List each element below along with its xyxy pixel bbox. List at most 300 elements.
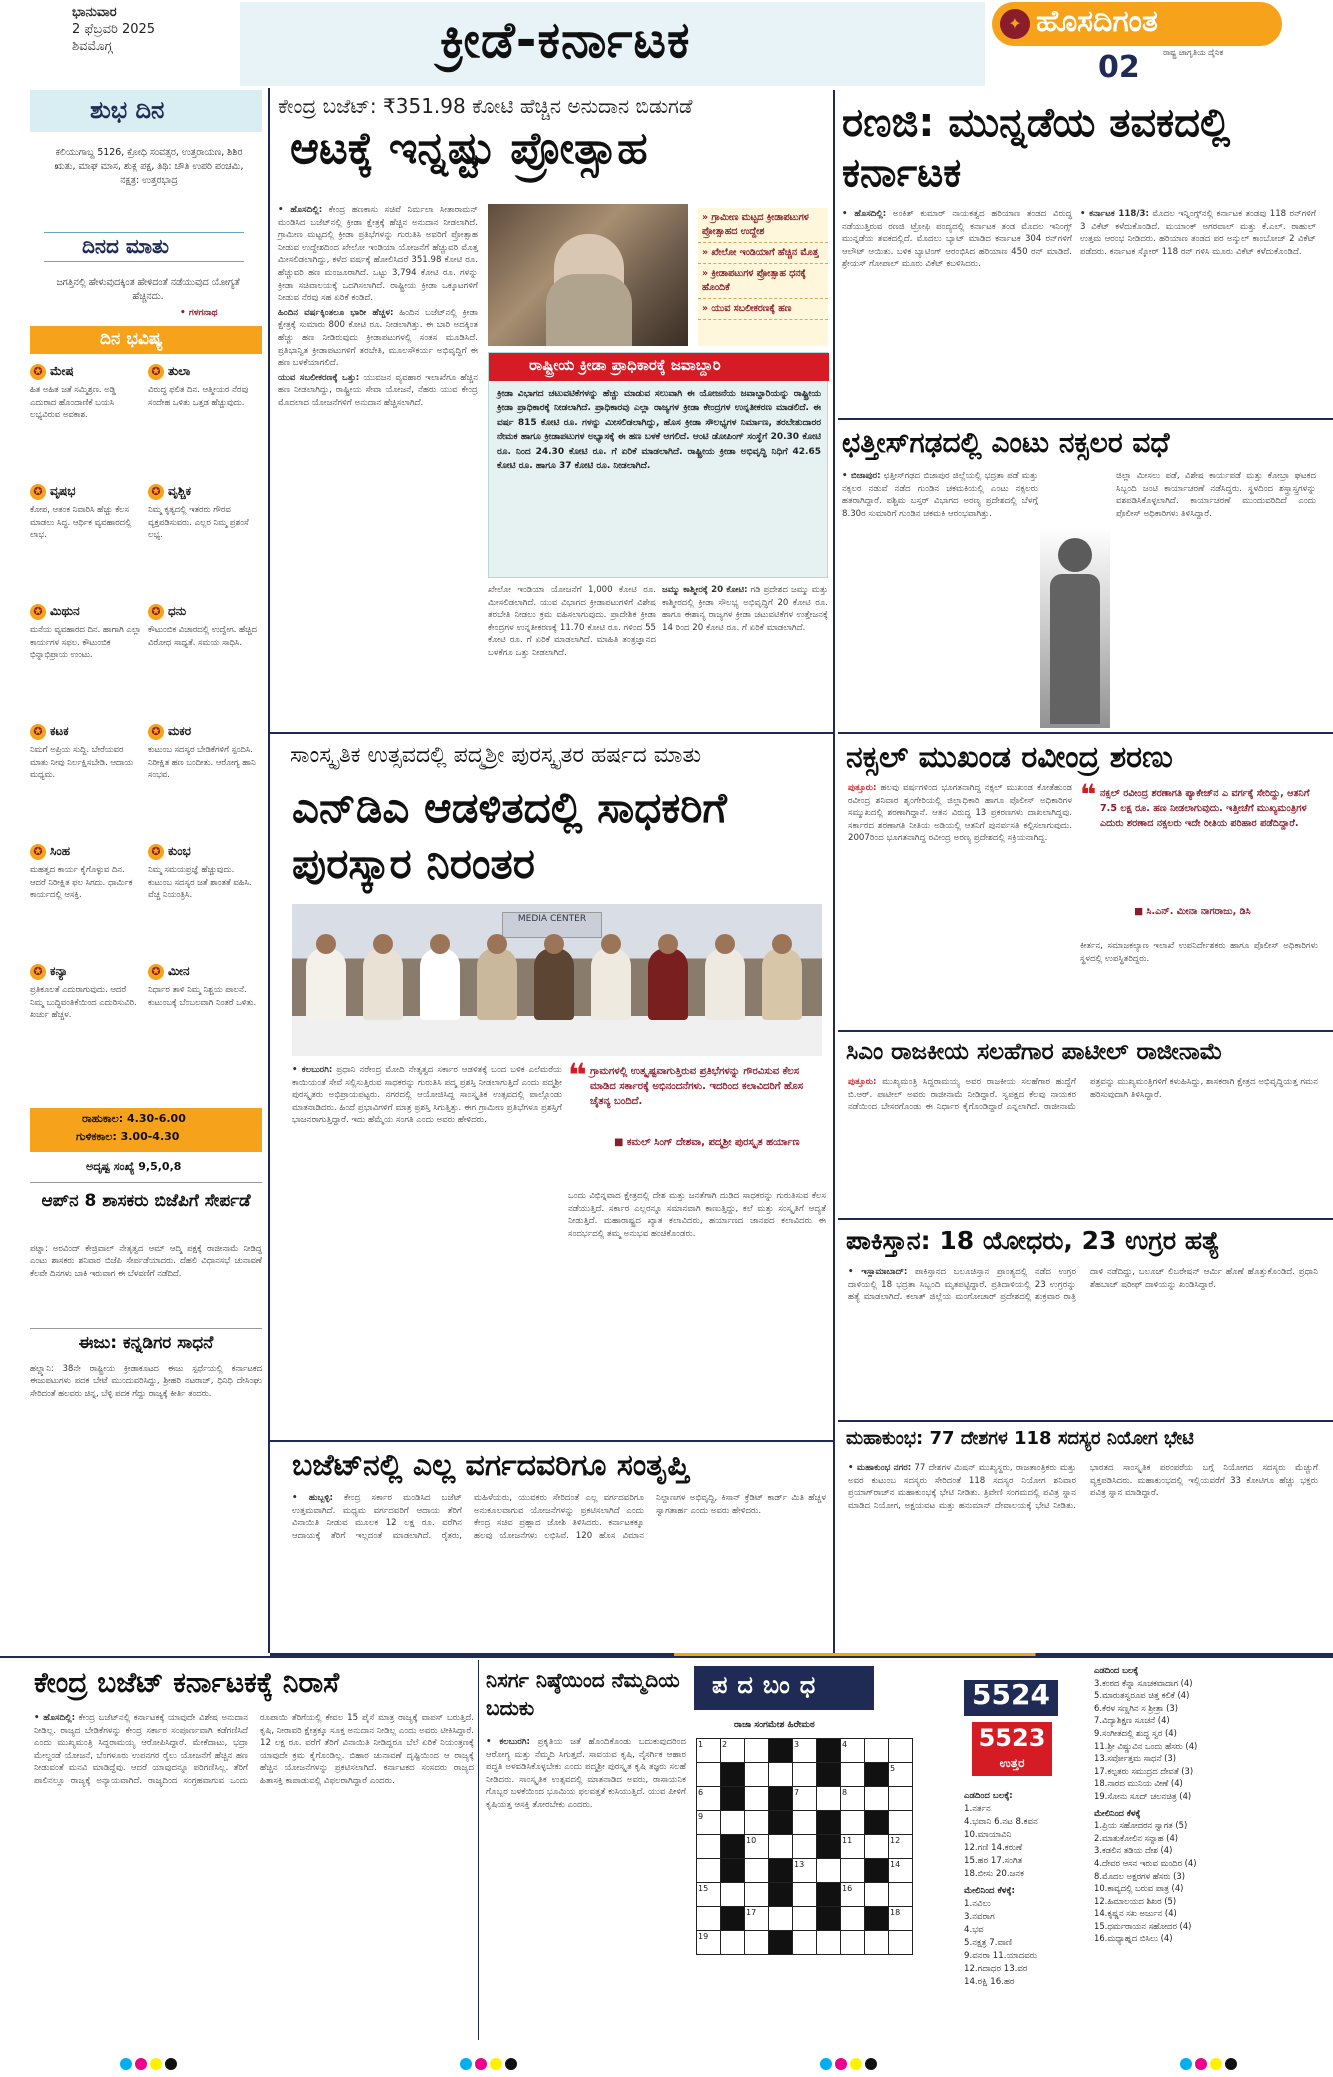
crossword-cell[interactable] [745,1787,769,1811]
crossword-cell[interactable] [889,1787,913,1811]
pakistan-column [848,1266,1318,1304]
crossword-cell[interactable] [697,1763,721,1787]
horoscope-item [148,840,260,901]
date-label: 2 ಫೆಬ್ರವರಿ 2025 [72,22,156,37]
stage-table [292,1016,822,1056]
naxal2-body: ಹಲವು ವರ್ಷಗಳಿಂದ ಭೂಗತನಾಗಿದ್ದ ನಕ್ಸಲ್ ಮುಖಂಡ ಕೋತೆಹುಂಡ ರವೀಂದ್ರ ಶನಿವಾರ ಶೃಂಗೇರಿಯಲ್ಲಿ ಜಿಲ್ಲಾಧಿಕಾರಿ ಹಾಗೂ ಪೊಲೀಸ್ ಅಧಿಕಾರಿಗಳ ಸಮ್ಮುಖದಲ್ಲಿ ಶರಣಾಗಿದ್ದಾನೆ. ಆತನ ವಿರುದ್ಧ 13 ಪ್ರಕರಣಗಳು ದಾಖಲಾಗಿದ್ದವು. ಸರ್ಕಾರದ ಶರಣಾಗತಿ ನೀತಿಯ ಅಡಿಯಲ್ಲಿ ಆತನಿಗೆ ಪುನರ್ವಸತಿ ಕಲ್ಪಿಸಲಾಗುವುದು. 2007ರಿಂದ ಭೂಗತನಾಗಿದ್ದ ರವೀಂದ್ರ ಅರಣ್ಯ ಪ್ರದೇಶದಲ್ಲಿ ಸಕ್ರಿಯನಾಗಿದ್ದ. [848,783,1072,844]
crossword-cell[interactable] [817,1859,841,1883]
crossword-cell[interactable]: 4 [841,1739,865,1763]
awardee-figure [534,948,574,1020]
crossword-cell[interactable]: 8 [841,1787,865,1811]
crossword-cell [817,1739,841,1763]
list-item: 14.ಕೃಷ್ಣನ ಸಖ ಅರ್ಜುನ (4) [1094,1908,1177,1919]
crossword-cell [769,1811,793,1835]
ranji-dateline: • ಹೊಸದಿಲ್ಲಿ: [842,209,887,219]
crossword-cell[interactable] [793,1763,817,1787]
budget-all-headline: ಬಜೆಟ್‌ನಲ್ಲಿ ಎಲ್ಲ ವರ್ಗದವರಿಗೂ ಸಂತೃಪ್ತಿ [292,1448,690,1483]
horoscope-item [30,720,142,781]
ranji-body: ಅಂಕಿತ್ ಕುಮಾರ್ ನಾಯಕತ್ವದ ಹರಿಯಾಣ ತಂಡದ ವಿರುದ್ಧ ನಡೆಯುತ್ತಿರುವ ರಣಜಿ ಟ್ರೋಫಿ ಪಂದ್ಯದಲ್ಲಿ ಕರ್ನಾಟಕ ತಂಡ ಮೊದಲ ಇನಿಂಗ್ಸ್ ಮುನ್ನಡೆಯ ತವಕದಲ್ಲಿದೆ. ಮೊದಲು ಬ್ಯಾಟ್ ಮಾಡಿದ ಕರ್ನಾಟಕ 304 ರನ್‌ಗಳಿಗೆ ಆಲೌಟ್ ಆಯಿತು. ಬಳಿಕ ಬ್ಯಾಟಿಂಗ್ ಆರಂಭಿಸಿದ ಹರಿಯಾಣ 450 ರನ್ ಮಾಡಿದೆ. ಶ್ರೇಯಸ್ ಗೋಪಾಲ್ ಮೂರು ವಿಕೆಟ್ ಕಬಳಿಸಿದರು. [842,209,1072,270]
head-shape [316,934,336,954]
answer-number: 5523 [978,1724,1046,1752]
pakistan-dateline: • ಇಸ್ಲಾಮಾಬಾದ್: [848,1267,908,1277]
rule-cm [838,1030,1333,1032]
list-item: 3.ಕಂಠದ ಕೆನ್ನಾ ಸೂಚಕವಾದಾಗ (4) [1094,1677,1193,1688]
list-item: 8.ಮೊದಲ ಅಕ್ಷರಗಳ ಹೆಸರು (3) [1094,1870,1185,1881]
zodiac-sign-name: ಕಟಕ [50,724,69,738]
naxal-headline: ಛತ್ತೀಸ್‌ಗಢದಲ್ಲಿ ಎಂಟು ನಕ್ಸಲರ ವಧೆ [842,426,1170,459]
brief1-text: ಪಟ್ನಾ: ಅರವಿಂದ್ ಕೇಜ್ರಿವಾಲ್ ನೇತೃತ್ವದ ಆಮ್ ಆದ್ಮಿ ಪಕ್ಷಕ್ಕೆ ರಾಜೀನಾಮೆ ನೀಡಿದ್ದ ಎಂಟು ಶಾಸಕರು ಶನಿವಾರ ಬಿಜೆಪಿ ಸೇರ್ಪಡೆಯಾದರು. ದೆಹಲಿ ವಿಧಾನಸಭೆ ಚುನಾವಣೆ ಕೆಲವೇ ದಿನಗಳು ಬಾಕಿ ಇರುವಾಗ ಈ ಬೆಳವಣಿಗೆ ನಡೆದಿದೆ. [30,1243,262,1278]
kumbh-dateline: • ಮಹಾಕುಂಭ ನಗರ: [848,1463,912,1473]
nature-body: ಪ್ರಕೃತಿಯ ಜತೆ ಹೊಂದಿಕೊಂಡು ಬದುಕುವುದರಿಂದ ಆರೋಗ್ಯ ಮತ್ತು ನೆಮ್ಮದಿ ಸಿಗುತ್ತದೆ. ಸಾವಯವ ಕೃಷಿ, ನೈಸರ್ಗಿಕ ಆಹಾರ ಪದ್ಧತಿ ಅಳವಡಿಸಿಕೊಳ್ಳಬೇಕು ಎಂದು ಪದ್ಮಶ್ರೀ ಪುರಸ್ಕೃತ ಕೃಷಿ ತಜ್ಞರು ಸಲಹೆ ನೀಡಿದರು. ಸಾಂಸ್ಕೃತಿಕ ಉತ್ಸವದಲ್ಲಿ ಮಾತನಾಡಿದ ಅವರು, ರಾಸಾಯನಿಕ ಗೊಬ್ಬರ ಬಳಕೆಯಿಂದ ಭೂಮಿಯ ಫಲವತ್ತತೆ ಕುಸಿಯುತ್ತಿದೆ. ಯುವ ಪೀಳಿಗೆ ಕೃಷಿಯತ್ತ ಆಸಕ್ತಿ ತೋರಬೇಕು ಎಂದರು. [486,1737,686,1810]
crossword-cell[interactable] [745,1931,769,1955]
clues-down-list [1094,1819,1324,1945]
nature-dateline: • ಕಲಬುರಗಿ: [486,1737,530,1747]
registration-dot [135,2058,147,2070]
zodiac-icon: ✪ [148,964,164,980]
lead-column-2 [488,584,656,660]
list-item: 12.ಗದಾಧರ 13.ವರ [964,1964,1028,1974]
horoscope-item [30,960,142,1021]
horoscope-grid [30,360,262,1080]
zodiac-icon: ✪ [148,724,164,740]
registration-dot [120,2058,132,2070]
crossword-cell[interactable] [841,1931,865,1955]
crossword-block [694,1664,964,2044]
crossword-cell[interactable] [697,1907,721,1931]
naxal2-dateline: ಪುತ್ತೂರು: [848,783,877,793]
crossword-cell[interactable]: 7 [793,1787,817,1811]
padma-dateline: • ಕಲಬುರಗಿ: [292,1065,333,1075]
crossword-cell[interactable] [817,1931,841,1955]
quote-mark-icon: ❝ [1080,778,1097,811]
body-shape [1050,574,1100,724]
list-item: 10.ಮಾಯಾವಿನಿ [964,1830,1012,1840]
zodiac-prediction: ಹಿತ ಅಹಿತ ಜತೆ ಸಮ್ಮಿಶ್ರಣ. ಅಡ್ಡಿ ಎದುರಾದ ಹೊಂದಾಣಿಕೆ ಬಯಸಿ ಲಭ್ಯವಿರುವ ಅವಕಾಶ. [30,384,116,420]
sidebar-divider-1 [30,1182,262,1183]
crossword-grid[interactable] [696,1738,913,1955]
quote-text: ಜಗತ್ತಿನಲ್ಲಿ ಹೇಳುವುದಕ್ಕಿಂತ ಹೇಳಿದಂತೆ ನಡೆಯುವುದ ಯೋಗ್ಯತೆ ಹೆಚ್ಚಿನದು. [56,277,240,302]
crossword-title: ಪದಬಂಧ [712,1671,826,1699]
highlight-item: » ಯುವ ಸಬಲೀಕರಣಕ್ಕೆ ಹಣ [698,299,828,320]
section-title: ಕ್ರೀಡೆ-ಕರ್ನಾಟಕ [440,11,691,69]
registration-dot [820,2058,832,2070]
head-shape [373,934,393,954]
registration-dot [1180,2058,1192,2070]
padma-kicker: ಸಾಂಸ್ಕೃತಿಕ ಉತ್ಸವದಲ್ಲಿ ಪದ್ಮಶ್ರೀ ಪುರಸ್ಕೃತರ ಹರ್ಷದ ಮಾತು [290,743,702,768]
naxal2-column-2 [1080,940,1318,965]
clues-across-list [1094,1677,1324,1803]
list-item: 18.ನಾರದ ಮುನಿಯ ವೀಣೆ (4) [1094,1778,1183,1789]
awardee-figure [705,948,745,1020]
rule-mid [833,90,835,1655]
authority-body: ಕ್ರೀಡಾ ವಿಭಾಗದ ಚಟುವಟಿಕೆಗಳನ್ನು ಹೆಚ್ಚು ಮಾಡುವ ಸಲುವಾಗಿ ಈ ಯೋಜನೆಯ ಜವಾಬ್ದಾರಿಯನ್ನು ರಾಷ್ಟ್ರೀಯ ಕ್ರೀಡಾ ಪ್ರಾಧಿಕಾರಕ್ಕೆ ನೀಡಲಾಗಿದೆ. ಪ್ರಾಧಿಕಾರವು ಎಲ್ಲಾ ರಾಜ್ಯಗಳ ಕ್ರೀಡಾ ಕೇಂದ್ರಗಳ ಉನ್ನತೀಕರಣ ಮಾಡಲಿದೆ. ಈ ವರ್ಷ 815 ಕೋಟಿ ರೂ. ಗಳನ್ನು ಮೀಸಲಿಡಲಾಗಿದ್ದು, ಹೊಸ ಕ್ರೀಡಾ ಸೌಲಭ್ಯಗಳ ನಿರ್ಮಾಣ, ತರಬೇತುದಾರರ ನೇಮಕ ಹಾಗೂ ಕ್ರೀಡಾಪಟುಗಳ ಅಭ್ಯಾಸಕ್ಕೆ ಈ ಹಣ ಬಳಕೆ ಆಗಲಿದೆ. ಆಂಟಿ ಡೋಪಿಂಗ್ ಸಂಸ್ಥೆಗೆ 20.30 ಕೋಟಿ ರೂ. ನಿಂದ 24.30 ಕೋಟಿ ರೂ. ಗೆ ಏರಿಕೆ ಮಾಡಲಾಗಿದೆ. ರಾಷ್ಟ್ರೀಯ ಕ್ರೀಡಾ ಅಭಿವೃದ್ಧಿ ನಿಧಿಗೆ 42.65 ಕೋಟಿ ರೂ. ಹಾಗೂ 37 ಕೋಟಿ ರೂ. ನೀಡಲಾಗಿದೆ. [497,389,821,472]
crossword-cell [769,1787,793,1811]
rule-naxal2 [838,732,1333,734]
zodiac-prediction: ಪ್ರತಿಕೂಲತೆ ಎದುರಾಗುವುದು. ಆದರೆ ನಿಮ್ಮ ಬುದ್ಧಿವಂತಿಕೆಯಿಂದ ಎದುರಿಸುವಿರಿ. ಖರ್ಚು ಹೆಚ್ಚಳ. [30,984,137,1020]
zodiac-sign-name: ಮಿಥುನ [50,604,80,618]
lead-kicker: ಕೇಂದ್ರ ಬಜೆಟ್: ₹351.98 ಕೋಟಿ ಹೆಚ್ಚಿನ ಅನುದಾನ ಬಿಡುಗಡೆ [278,94,693,118]
list-item: 4.ಭವಾನಿ 6.ನಟ 8.ಕವನ [964,1817,1038,1827]
crossword-cell[interactable] [721,1811,745,1835]
horoscope-item [148,360,260,408]
ranji-body2: ಮೊದಲ ಇನ್ನಿಂಗ್ಸ್‌ನಲ್ಲಿ ಕರ್ನಾಟಕ ತಂಡವು 118 ರನ್‌ಗಳಿಗೆ 3 ವಿಕೆಟ್ ಕಳೆದುಕೊಂಡಿದೆ. ಮಯಾಂಕ್ ಅಗರವಾಲ್ ಮತ್ತು ಕೆ.ಎಲ್. ರಾಹುಲ್ ಉತ್ತಮ ಆರಂಭ ನೀಡಿದರು. ಹರಿಯಾಣ ತಂಡದ ಪರ ಅನ್ಶುಲ್ ಕಾಂಬೋಜ್ 2 ವಿಕೆಟ್ ಪಡೆದರು. ಕರ್ನಾಟಕ ಸ್ಕೋರ್ 118 ರನ್ ಗಳಿಸಿ ಮೂರು ವಿಕೆಟ್ ಕಳೆದುಕೊಂಡಿದೆ. [1080,209,1316,257]
head-shape [544,934,564,954]
lead-sub1: ಹಿಂದಿನ ವರ್ಷಕ್ಕಿಂತಲೂ ಭಾರೀ ಹೆಚ್ಚಳ: [278,307,394,318]
lead-body5: ಗಡಿ ಪ್ರದೇಶದ ಜಮ್ಮು ಮತ್ತು ಕಾಶ್ಮೀರದಲ್ಲಿ ಕ್ರೀಡಾ ಸೌಲಭ್ಯ ಅಭಿವೃದ್ಧಿಗೆ 20 ಕೋಟಿ ರೂ. ಹಾಗೂ ಈಶಾನ್ಯ ರಾಜ್ಯಗಳ ಕ್ರೀಡಾ ಚಟುವಟಿಕೆಗಳ ಉತ್ತೇಜನಕ್ಕೆ 14 ರಿಂದ 20 ಕೋಟಿ ರೂ. ಗೆ ಏರಿಕೆ ಮಾಡಲಾಗಿದೆ. [662,585,828,633]
soldier-silhouette-image [1040,528,1110,728]
lead-sub3: ಜಮ್ಮು ಕಾಶ್ಮೀರಕ್ಕೆ 20 ಕೋಟಿ: [662,585,748,595]
lead-highlights-box [698,208,828,346]
rule-left [268,88,270,1653]
naxal-dateline: • ಬಿಜಾಪುರ: [842,471,881,481]
naxal2-quote-by: ■ ಸಿ.ಎನ್. ಮೀನಾ ನಾಗರಾಜು, ಡಿಸಿ [1134,906,1251,917]
zodiac-icon: ✪ [30,484,46,500]
answers-across-list [964,1803,1084,1881]
crossword-cell[interactable] [817,1787,841,1811]
crossword-cell[interactable] [793,1931,817,1955]
list-item: 1.ನರ್ತನ [964,1804,991,1814]
crossword-cell[interactable] [889,1811,913,1835]
awardee-figure [306,948,346,1020]
naxal-column-1 [842,470,1038,520]
registration-dot [1225,2058,1237,2070]
brief2-text: ಹಲ್ದ್ವಾನಿ: 38ನೇ ರಾಷ್ಟ್ರೀಯ ಕ್ರೀಡಾಕೂಟದ ಈಜು ಸ್ಪರ್ಧೆಯಲ್ಲಿ ಕರ್ನಾಟಕದ ಈಜುಪಟುಗಳು ಪದಕ ಬೇಟೆ ಮುಂದುವರಿಸಿದ್ದು, ಶ್ರೀಹರಿ ನಟರಾಜ್, ಧಿನಿಧಿ ದೇಸಿಂಘು ಸೇರಿದಂತೆ ಹಲವರು ಚಿನ್ನ, ಬೆಳ್ಳಿ ಪದಕ ಗೆದ್ದು ರಾಜ್ಯಕ್ಕೆ ಕೀರ್ತಿ ತಂದರು. [30,1363,262,1398]
list-item: 19.ಸೋನು ಸೂದ್ ಚಲನಚಿತ್ರ (4) [1094,1790,1192,1801]
crossword-cell [721,1907,745,1931]
cm-advisor-column [848,1076,1318,1114]
ranji-column-1 [842,208,1072,271]
list-item: 6.ಕೆರಳ ಸಣ್ಣಗಿನ ಸ ಶ್ರೀತ್ರಾ (3) [1094,1702,1178,1713]
crossword-cell [817,1763,841,1787]
crossword-cell[interactable] [889,1931,913,1955]
zodiac-sign-name: ಸಿಂಹ [50,844,71,858]
list-item: 15.ಧರ್ಮರಾಯನ ಸಹೋದರ (4) [1094,1920,1192,1931]
rule-pak [838,1218,1333,1220]
crossword-cell[interactable] [769,1763,793,1787]
masthead [0,0,1333,90]
ranji-headline: ರಣಜಿ: ಮುನ್ನಡೆಯ ತವಕದಲ್ಲಿ ಕರ್ನಾಟಕ [842,100,1231,196]
list-item: 9.ವನರಾ 11.ಯಾದವರು [964,1951,1038,1961]
crossword-cell[interactable] [889,1883,913,1907]
crossword-cell[interactable] [865,1883,889,1907]
head-shape [715,934,735,954]
pakistan-body: ಪಾಕಿಸ್ತಾನದ ಬಲೂಚಿಸ್ತಾನ ಪ್ರಾಂತ್ಯದಲ್ಲಿ ನಡೆದ ಉಗ್ರರ ದಾಳಿಯಲ್ಲಿ 18 ಭದ್ರತಾ ಸಿಬ್ಬಂದಿ ಮೃತಪಟ್ಟಿದ್ದಾರೆ. ಪ್ರತಿದಾಳಿಯಲ್ಲಿ 23 ಉಗ್ರರನ್ನು ಹತ್ಯೆ ಮಾಡಲಾಗಿದೆ. ಕಲಾತ್ ಜಿಲ್ಲೆಯ ಮಂಗೋಚಾರ್ ಪ್ರದೇಶದಲ್ಲಿ ಶುಕ್ರವಾರ ರಾತ್ರಿ ದಾಳಿ ನಡೆದಿದ್ದು, ಬಲೂಚ್ ಲಿಬರೇಷನ್ ಆರ್ಮಿ ಹೊಣೆ ಹೊತ್ತುಕೊಂಡಿದೆ. ಪ್ರಧಾನಿ ಶೆಹಬಾಜ್ ಷರೀಫ್ ದಾಳಿಯನ್ನು ಖಂಡಿಸಿದ್ದಾರೆ. [848,1267,1318,1303]
registration-dot [1210,2058,1222,2070]
crossword-cell[interactable] [889,1739,913,1763]
highlight-item: » ಗ್ರಾಮೀಣ ಮಟ್ಟದ ಕ್ರೀಡಾಪಟುಗಳ ಪ್ರೋತ್ಸಾಹದ ಉದ್ದೇಶ [698,208,828,243]
answers-down-title: ಮೇಲಿನಿಂದ ಕೆಳಕ್ಕೆ: [964,1886,1015,1896]
ranji-column-2 [1080,208,1316,258]
crossword-cell[interactable] [841,1907,865,1931]
highlight-item: » ಖೇಲೋ ಇಂಡಿಯಾಗೆ ಹೆಚ್ಚಿನ ಮೊತ್ತ [698,243,828,264]
padma-column-1 [292,1064,562,1127]
zodiac-prediction: ನಿಮ್ಮ ಸಮಯಪ್ರಜ್ಞೆ ಹೆಚ್ಚುವುದು. ಕುಟುಂಬ ಸದಸ್ಯರ ಜತೆ ಶಾಂತತೆ ವಹಿಸಿ. ವೆಚ್ಚ ನಿಯಂತ್ರಿಸಿ. [148,864,252,900]
list-item: 5.ಮಾರುತಸ್ವರೂಪ ಚಿತ್ತ ಕಲಿಕೆ (4) [1094,1690,1190,1701]
list-item: 7.ವಿದ್ಯಾಶಿಕ್ಷಣ ಸೂಚನೆ (4) [1094,1715,1170,1726]
horoscope-title: ದಿನ ಭವಿಷ್ಯ [100,329,163,349]
list-item: 4.ದೇವರ ಆಸನ ಇರುವ ಮಂದಿರ (4) [1094,1857,1197,1868]
clues-across-title: ಎಡದಿಂದ ಬಲಕ್ಕೆ [1094,1665,1139,1675]
list-item: 3.ಕಡಲಿನ ತಡಿಯ ದೇಶ (4) [1094,1845,1173,1856]
naxal-body2: ಜಿಲ್ಲಾ ಮೀಸಲು ಪಡೆ, ವಿಶೇಷ ಕಾರ್ಯಪಡೆ ಮತ್ತು ಕೋಬ್ರಾ ಘಟಕದ ಸಿಬ್ಬಂದಿ ಜಂಟಿ ಕಾರ್ಯಾಚರಣೆ ನಡೆಸಿದ್ದರು. ಸ್ಥಳದಿಂದ ಶಸ್ತ್ರಾಸ್ತ್ರಗಳನ್ನು ವಶಪಡಿಸಿಕೊಳ್ಳಲಾಗಿದೆ. ಕಾರ್ಯಾಚರಣೆ ಮುಂದುವರಿದಿದೆ ಎಂದು ಪೊಲೀಸ್ ಅಧಿಕಾರಿಗಳು ತಿಳಿಸಿದ್ದಾರೆ. [1116,471,1316,519]
crossword-cell[interactable] [841,1811,865,1835]
karnataka-column [34,1712,474,2042]
crossword-cell [769,1931,793,1955]
crossword-author: ರಾಜಾ ಸಂಗಮೇಶ ಹಿರೇಮಠ [734,1720,815,1730]
crossword-cell[interactable] [841,1859,865,1883]
zodiac-sign-name: ಧನು [168,604,187,618]
zodiac-prediction: ಕೌಟುಂಬಿಕ ವಿಚಾರದಲ್ಲಿ ಉದ್ವೇಗ. ಹೆಚ್ಚಿದ ವಿರೋಧ ಸಾಧ್ಯತೆ. ಸಮಯ ಸಾಧಿಸಿ. [148,624,257,647]
crossword-cell [817,1883,841,1907]
crossword-cell[interactable] [721,1883,745,1907]
crossword-cell[interactable] [841,1763,865,1787]
quote-author: • ಗಳಗನಾಥ [180,308,218,318]
place-label: ಶಿವಮೊಗ್ಗ [72,39,113,54]
crossword-cell[interactable]: 12 [889,1835,913,1859]
answer-label: ಉತ್ತರ [999,1756,1025,1770]
padma-quote: ಗ್ರಾಮಗಳಲ್ಲಿ ಉತ್ಕೃಷ್ಟವಾಗುತ್ತಿರುವ ಪ್ರತಿಭೆಗಳನ್ನು ಗೌರವಿಸುವ ಕೆಲಸ ಮಾಡಿದ ಸರ್ಕಾರಕ್ಕೆ ಅಭಿನಂದನೆಗಳು. ಇದರಿಂದ ಕಲಾವಿದರಿಗೆ ಹೊಸ ಚೈತನ್ಯ ಬಂದಿದೆ. [590,1066,804,1107]
rule-kumbh [838,1420,1333,1422]
rahukala: ರಾಹುಕಾಲ: 4.30-6.00 [82,1112,186,1125]
crossword-cell[interactable] [865,1835,889,1859]
crossword-cell[interactable]: 3 [793,1739,817,1763]
crossword-cell[interactable]: 9 [697,1811,721,1835]
crossword-cell[interactable]: 14 [889,1859,913,1883]
zodiac-icon: ✪ [30,364,46,380]
horoscope-item [148,960,260,1008]
page-number: 02 [1098,50,1140,85]
crossword-cell[interactable]: 11 [841,1835,865,1859]
list-item: 9.ಸಂಗೀತದಲ್ಲಿ ಶುದ್ಧ ಸ್ವರ (4) [1094,1727,1177,1738]
good-day-title: ಶುಭ ದಿನ [90,96,165,124]
lead-column-1 [278,204,478,410]
masthead-date-block [72,4,232,55]
crossword-cell [721,1859,745,1883]
registration-dot [505,2058,517,2070]
padma-column-2 [568,1190,826,1240]
crossword-cell[interactable]: 1 [697,1739,721,1763]
clues-down-title: ಮೇಲಿನಿಂದ ಕೆಳಕ್ಕೆ [1094,1807,1141,1818]
lead-body4: ಖೇಲೋ ಇಂಡಿಯಾ ಯೋಜನೆಗೆ 1,000 ಕೋಟಿ ರೂ. ಮೀಸಲಿಡಲಾಗಿದೆ. ಯುವ ವಿಭಾಗದ ಕ್ರೀಡಾಪಟುಗಳಿಗೆ ವಿಶೇಷ ತರಬೇತಿ ನೀಡಲು ಕ್ರಮ ವಹಿಸಲಾಗುವುದು. ಪ್ರಾದೇಶಿಕ ಕ್ರೀಡಾ ಕೇಂದ್ರಗಳ ಉನ್ನತೀಕರಣಕ್ಕೆ 11.70 ಕೋಟಿ ರೂ. ಗಳಿಂದ 55 ಕೋಟಿ ರೂ. ಗೆ ಏರಿಕೆ ಮಾಡಲಾಗಿದೆ. ಮಾಹಿತಿ ತಂತ್ರಜ್ಞಾನದ ಬಳಕೆಗೂ ಒತ್ತು ನೀಡಲಾಗಿದೆ. [488,585,656,658]
zodiac-icon: ✪ [30,604,46,620]
rule-budget [270,1440,833,1442]
crossword-cell [817,1811,841,1835]
awardee-figure [477,948,517,1020]
saree-shape [546,274,632,346]
naxal2-quote-box [1080,778,1320,932]
crossword-cell[interactable]: 18 [889,1907,913,1931]
lead-headline: ಆಟಕ್ಕೆ ಇನ್ನಷ್ಟು ಪ್ರೋತ್ಸಾಹ [290,123,648,174]
padma-headline: ಎನ್‌ಡಿಎ ಆಡಳಿತದಲ್ಲಿ ಸಾಧಕರಿಗೆ ಪುರಸ್ಕಾರ ನಿರಂತರ [292,783,727,888]
crossword-cell[interactable] [769,1907,793,1931]
zodiac-icon: ✪ [148,604,164,620]
sidebar [30,90,262,1650]
crossword-cell[interactable] [745,1811,769,1835]
crossword-cell[interactable] [721,1931,745,1955]
cm-advisor-headline: ಸಿಎಂ ರಾಜಕೀಯ ಸಲಹೆಗಾರ ಪಾಟೀಲ್ ರಾಜೀನಾಮೆ [846,1039,1223,1065]
answers-column [964,1790,1084,1989]
list-item: 5.ನಕ್ಷತ್ರ 7.ವಾಣಿ [964,1938,1013,1948]
lead-body2: ಹಿಂದಿನ ಬಜೆಟ್‌ನಲ್ಲಿ ಕ್ರೀಡಾ ಕ್ಷೇತ್ರಕ್ಕೆ ಸುಮಾರು 800 ಕೋಟಿ ರೂ. ನೀಡಲಾಗಿತ್ತು. ಈ ಬಾರಿ ಅದಕ್ಕಿಂತ ಹೆಚ್ಚು ಹಣ ನೀಡಿರುವುದು ಕ್ರೀಡಾಪಟುಗಳಲ್ಲಿ ಸಂತಸ ಮೂಡಿಸಿದೆ. ಪ್ರತಿಭಾನ್ವಿತ ಕ್ರೀಡಾಪಟುಗಳಿಗೆ ತರಬೇತಿ, ಮೂಲಸೌಕರ್ಯ ಅಭಿವೃದ್ಧಿಗೆ ಈ ಹಣ ಬಳಕೆಯಾಗಲಿದೆ. [278,307,479,369]
padma-quote-by: ■ ಕಮಲ್ ಸಿಂಗ್ ದೇಶವಾ, ಪದ್ಮಶ್ರೀ ಪುರಸ್ಕೃತ ಹರ್ಯಾಣ [614,1137,800,1148]
zodiac-prediction: ಮನೆಯ ವ್ಯವಹಾರದ ದಿನ. ಹಾಗಾಗಿ ಎಲ್ಲಾ ಕಾರ್ಯಗಳ ಸಫಲ. ಕೌಟುಂಬಿಕ ಭಿನ್ನಾಭಿಪ್ರಾಯ ಉಂಟು. [30,624,142,660]
padma-body2: ಒಂದು ವಿಭಿನ್ನವಾದ ಕ್ಷೇತ್ರದಲ್ಲಿ ದೇಶ ಮತ್ತು ಜನತೆಗಾಗಿ ದುಡಿದ ಸಾಧಕರನ್ನು ಗುರುತಿಸುವ ಕೆಲಸ ನಡೆಯುತ್ತಿದೆ. ಸರ್ಕಾರ ಎಲ್ಲರನ್ನೂ ಸಮಾನವಾಗಿ ಕಾಣುತ್ತಿದ್ದು, ಕಲೆ ಮತ್ತು ಸಂಸ್ಕೃತಿಗೆ ಆದ್ಯತೆ ನೀಡುತ್ತಿದೆ. ಮಹಾರಾಷ್ಟ್ರದ ಖ್ಯಾತ ಕಲಾವಿದರು, ಹರ್ಯಾಣದ ಜಾನಪದ ಕಲಾವಿದರು ಈ ಸಂದರ್ಭದಲ್ಲಿ ತಮ್ಮ ಅನುಭವ ಹಂಚಿಕೊಂಡರು. [568,1191,826,1239]
registration-marks [0,2058,1333,2074]
zodiac-prediction: ನಿರ್ಧಾರ ತಾಳಿ ನಿಮ್ಮ ನಿಶ್ಚಯ ಪಾಲನೆ. ಕುಟುಂಬಕ್ಕೆ ಬೆಂಬಲವಾಗಿ ನಿಂತರೆ ಒಳಿತು. [148,984,257,1007]
crossword-cell [865,1907,889,1931]
crossword-cell[interactable]: 13 [793,1859,817,1883]
crossword-cell[interactable] [745,1763,769,1787]
karnataka-body: ಕೇಂದ್ರ ಬಜೆಟ್‌ನಲ್ಲಿ ಕರ್ನಾಟಕಕ್ಕೆ ಯಾವುದೇ ವಿಶೇಷ ಅನುದಾನ ನೀಡಿಲ್ಲ. ರಾಜ್ಯದ ಬೇಡಿಕೆಗಳನ್ನು ಕೇಂದ್ರ ಸರ್ಕಾರ ಸಂಪೂರ್ಣವಾಗಿ ಕಡೆಗಣಿಸಿದೆ ಎಂದು ಮುಖ್ಯಮಂತ್ರಿ ಸಿದ್ದರಾಮಯ್ಯ ಆರೋಪಿಸಿದ್ದಾರೆ. ಮೇಕೆದಾಟು, ಭದ್ರಾ ಮೇಲ್ದಂಡೆ ಯೋಜನೆ, ಬೆಂಗಳೂರು ಉಪನಗರ ರೈಲು ಯೋಜನೆಗೆ ಹೆಚ್ಚಿನ ಹಣ ನೀಡುವಂತೆ ಮನವಿ ಮಾಡಿದ್ದೆವು. ಆದರೆ ಯಾವುದನ್ನೂ ಪರಿಗಣಿಸಿಲ್ಲ. ತೆರಿಗೆ ಪಾಲಿನಲ್ಲೂ ರಾಜ್ಯಕ್ಕೆ ಅನ್ಯಾಯವಾಗಿದೆ. ರಾಜ್ಯದಿಂದ ಸಂಗ್ರಹವಾಗುವ ಒಂದು ರೂಪಾಯಿ ತೆರಿಗೆಯಲ್ಲಿ ಕೇವಲ 15 ಪೈಸೆ ಮಾತ್ರ ರಾಜ್ಯಕ್ಕೆ ವಾಪಸ್ ಬರುತ್ತಿದೆ. ಕೃಷಿ, ನೀರಾವರಿ ಕ್ಷೇತ್ರಕ್ಕೂ ಸೂಕ್ತ ಅನುದಾನ ನೀಡಿಲ್ಲ ಎಂದು ಅವರು ಟೀಕಿಸಿದ್ದಾರೆ. 12 ಲಕ್ಷ ರೂ. ವರೆಗೆ ತೆರಿಗೆ ವಿನಾಯಿತಿ ನೀಡಿದ್ದರೂ ಬೆಲೆ ಏರಿಕೆ ನಿಯಂತ್ರಣಕ್ಕೆ ಯಾವುದೇ ಕ್ರಮ ಕೈಗೊಂಡಿಲ್ಲ. ಬಿಹಾರ ಚುನಾವಣೆ ದೃಷ್ಟಿಯಿಂದ ಆ ರಾಜ್ಯಕ್ಕೆ ಹೆಚ್ಚಿನ ಯೋಜನೆಗಳನ್ನು ಪ್ರಕಟಿಸಲಾಗಿದೆ. ಕರ್ನಾಟಕದ ಸಂಸದರು ರಾಜ್ಯದ ಹಿತಾಸಕ್ತಿ ಕಾಪಾಡುವಲ್ಲಿ ವಿಫಲರಾಗಿದ್ದಾರೆ ಎಂದರು. [34,1713,474,1786]
zodiac-sign-name: ವೃಷಭ [50,484,76,498]
lead-dateline: • ಹೊಸದಿಲ್ಲಿ: [278,205,323,215]
list-item: 1.ನವಿಲು [964,1899,991,1909]
zodiac-prediction: ವಿರುದ್ಧ ಫಲಿತ ದಿನ. ಆತ್ಮೀಯರ ನೆರವು ಸಂದೇಹ ಒಳಿತು ಒತ್ತಡ ಹೆಚ್ಚುವುದು. [148,384,249,407]
crossword-cell[interactable] [865,1787,889,1811]
karnataka-headline: ಕೇಂದ್ರ ಬಜೆಟ್ ಕರ್ನಾಟಕಕ್ಕೆ ನಿರಾಸೆ [34,1666,340,1699]
kumbh-headline: ಮಹಾಕುಂಭ: 77 ದೇಶಗಳ 118 ಸದಸ್ಯರ ನಿಯೋಗ ಭೇಟಿ [846,1428,1194,1449]
budget-all-dateline: • ಹುಬ್ಬಳ್ಳಿ: [292,1493,333,1503]
horoscope-item [148,480,260,541]
rule-bottom-top [0,1656,1333,1658]
crossword-cell[interactable] [745,1859,769,1883]
cm-advisor-dateline: ಪುತ್ತೂರು: [848,1077,877,1087]
registration-dot [850,2058,862,2070]
list-item: 13.ಸರ್ವೋತ್ತಮ ಸಾಧನೆ (3) [1094,1753,1176,1764]
crossword-cell[interactable]: 6 [697,1787,721,1811]
crossword-cell[interactable]: 17 [745,1907,769,1931]
quote-title: ದಿನದ ಮಾತು [82,234,169,258]
zodiac-icon: ✪ [30,724,46,740]
horoscope-item [30,480,142,541]
list-item: 16.ಮಧ್ಯಾಹ್ನದ ಬಿಸಿಲು (4) [1094,1933,1173,1944]
ranji-sub: • ಕರ್ನಾಟಕ 118/3: [1080,209,1149,219]
lead-body: ಕೇಂದ್ರ ಹಣಕಾಸು ಸಚಿವೆ ನಿರ್ಮಲಾ ಸೀತಾರಾಮನ್ ಮಂಡಿಸಿದ ಬಜೆಟ್‌ನಲ್ಲಿ ಕ್ರೀಡಾ ಕ್ಷೇತ್ರಕ್ಕೆ ಹೆಚ್ಚಿನ ಅನುದಾನ ನೀಡಲಾಗಿದೆ. ಗ್ರಾಮೀಣ ಮಟ್ಟದಲ್ಲಿ ಕ್ರೀಡಾ ಪ್ರತಿಭೆಗಳನ್ನು ಗುರುತಿಸಿ ಅವರಿಗೆ ಪ್ರೋತ್ಸಾಹ ನೀಡುವ ಉದ್ದೇಶದಿಂದ ಖೇಲೋ ಇಂಡಿಯಾ ಯೋಜನೆಗೆ ಹೆಚ್ಚುವರಿ ಮೊತ್ತ ಮೀಸಲಿಡಲಾಗಿದ್ದು, ಕಳೆದ ವರ್ಷಕ್ಕೆ ಹೋಲಿಸಿದರೆ 351.98 ಕೋಟಿ ರೂ. ಹೆಚ್ಚುವರಿ ಹಣ ಮಂಜೂರಾಗಿದೆ. ಒಟ್ಟು 3,794 ಕೋಟಿ ರೂ. ಗಳನ್ನು ಕ್ರೀಡಾ ಸಚಿವಾಲಯಕ್ಕೆ ಒದಗಿಸಲಾಗಿದೆ. ರಾಷ್ಟ್ರೀಯ ಕ್ರೀಡಾ ಒಕ್ಕೂಟಗಳಿಗೆ ನೀಡುವ ನೆರವು ಸಹ ಏರಿಕೆ ಕಂಡಿದೆ. [278,205,478,304]
clues-column [1094,1664,1324,1945]
paper-name: ಹೊಸದಿಗಂತ [1036,4,1158,39]
crossword-cell [769,1739,793,1763]
crossword-cell[interactable] [865,1931,889,1955]
crossword-cell[interactable]: 2 [721,1739,745,1763]
budget-all-body: ಕೇಂದ್ರ ಸರ್ಕಾರ ಮಂಡಿಸಿದ ಬಜೆಟ್ ಉತ್ತಮವಾಗಿದೆ. ಮಧ್ಯಮ ವರ್ಗದವರಿಗೆ ಆದಾಯ ತೆರಿಗೆ ವಿನಾಯಿತಿ ನೀಡುವ ಮೂಲಕ 12 ಲಕ್ಷ ರೂ. ವರೆಗಿನ ಆದಾಯಕ್ಕೆ ತೆರಿಗೆ ಇಲ್ಲದಂತೆ ಮಾಡಲಾಗಿದೆ. ರೈತರು, ಮಹಿಳೆಯರು, ಯುವಕರು ಸೇರಿದಂತೆ ಎಲ್ಲ ವರ್ಗದವರಿಗೂ ಅನುಕೂಲವಾಗುವ ಯೋಜನೆಗಳನ್ನು ಪ್ರಕಟಿಸಲಾಗಿದೆ ಎಂದು ಕೇಂದ್ರ ಸಚಿವ ಪ್ರಹ್ಲಾದ ಜೋಶಿ ತಿಳಿಸಿದರು. ಕರ್ನಾಟಕಕ್ಕೂ ಹಲವು ಯೋಜನೆಗಳು ಲಭಿಸಿವೆ. 120 ಹೊಸ ವಿಮಾನ ನಿಲ್ದಾಣಗಳ ಅಭಿವೃದ್ಧಿ, ಕಿಸಾನ್ ಕ್ರೆಡಿಟ್ ಕಾರ್ಡ್ ಮಿತಿ ಹೆಚ್ಚಳ ಸ್ವಾಗತಾರ್ಹ ಎಂದು ಅವರು ಹೇಳಿದರು. [292,1493,826,1541]
crossword-cell [817,1835,841,1859]
padma-body: ಪ್ರಧಾನಿ ನರೇಂದ್ರ ಮೋದಿ ನೇತೃತ್ವದ ಸರ್ಕಾರ ಆಡಳಿತಕ್ಕೆ ಬಂದ ಬಳಿಕ ಎಲೆಮರೆಯ ಕಾಯಿಯಂತೆ ಸೇವೆ ಸಲ್ಲಿಸುತ್ತಿರುವ ಸಾಧಕರನ್ನು ಗುರುತಿಸಿ ಪದ್ಮ ಪ್ರಶಸ್ತಿ ನೀಡಲಾಗುತ್ತಿದೆ ಎಂದು ಪದ್ಮಶ್ರೀ ಪುರಸ್ಕೃತರು ಅಭಿಪ್ರಾಯಪಟ್ಟರು. ನಗರದಲ್ಲಿ ಆಯೋಜಿಸಿದ್ದ ಸಾಂಸ್ಕೃತಿಕ ಉತ್ಸವದಲ್ಲಿ ಪಾಲ್ಗೊಂಡು ಮಾತನಾಡಿದರು. ಹಿಂದೆ ಪ್ರಭಾವಿಗಳಿಗೆ ಮಾತ್ರ ಪ್ರಶಸ್ತಿ ಸಿಗುತ್ತಿತ್ತು. ಈಗ ಗ್ರಾಮೀಣ ಪ್ರತಿಭೆಗಳೂ ಪ್ರಶಸ್ತಿಗೆ ಭಾಜನರಾಗುತ್ತಿದ್ದಾರೆ. ಇದು ಹೆಮ್ಮೆಯ ಸಂಗತಿ ಎಂದು ಅವರು ಹೇಳಿದರು. [292,1065,563,1126]
zodiac-prediction: ಮಹತ್ವದ ಕಾರ್ಯ ಕೈಗೊಳ್ಳುವ ದಿನ. ಆದರೆ ನಿರೀಕ್ಷಿತ ಫಲ ಸಿಗದು. ಧಾರ್ಮಿಕ ಕಾರ್ಯದಲ್ಲಿ ಆಸಕ್ತಿ. [30,864,133,900]
list-item: 2.ಮಾತುಕೋಲಿನ ಸನ್ನಾಹ (4) [1094,1832,1179,1843]
lead-sub2: ಯುವ ಸಬಲೀಕರಣಕ್ಕೆ ಒತ್ತು: [278,372,360,383]
crossword-cell[interactable]: 19 [697,1931,721,1955]
authority-title: ರಾಷ್ಟ್ರೀಯ ಕ್ರೀಡಾ ಪ್ರಾಧಿಕಾರಕ್ಕೆ ಜವಾಬ್ದಾರಿ [529,356,721,374]
registration-dot [490,2058,502,2070]
naxal2-column-1 [848,782,1072,845]
crossword-cell[interactable] [745,1739,769,1763]
naxal2-body2: ಕೀರ್ತನ, ಸಮಾಜಕಲ್ಯಾಣ ಇಲಾಖೆ ಉಪನಿರ್ದೇಶಕರು ಹಾಗೂ ಪೊಲೀಸ್ ಅಧಿಕಾರಿಗಳು ಸ್ಥಳದಲ್ಲಿ ಉಪಸ್ಥಿತರಿದ್ದರು. [1080,941,1318,964]
crossword-cell [721,1787,745,1811]
cm-advisor-body: ಮುಖ್ಯಮಂತ್ರಿ ಸಿದ್ದರಾಮಯ್ಯ ಅವರ ರಾಜಕೀಯ ಸಲಹೆಗಾರ ಹುದ್ದೆಗೆ ಬಿ.ಆರ್. ಪಾಟೀಲ್ ಅವರು ರಾಜೀನಾಮೆ ನೀಡಿದ್ದಾರೆ. ಸ್ವಪಕ್ಷದ ಕೆಲವು ನಾಯಕರ ನಡೆಯಿಂದ ಬೇಸರಗೊಂಡು ಈ ನಿರ್ಧಾರ ಕೈಗೊಂಡಿದ್ದಾರೆ ಎನ್ನಲಾಗಿದೆ. ರಾಜೀನಾಮೆ ಪತ್ರವನ್ನು ಮುಖ್ಯಮಂತ್ರಿಗಳಿಗೆ ಕಳುಹಿಸಿದ್ದು, ಶಾಸಕರಾಗಿ ಕ್ಷೇತ್ರದ ಅಭಿವೃದ್ಧಿಯತ್ತ ಗಮನ ಹರಿಸುವುದಾಗಿ ತಿಳಿಸಿದ್ದಾರೆ. [848,1077,1318,1113]
answers-down-list [964,1898,1084,1989]
crossword-cell [865,1859,889,1883]
registration-dot [475,2058,487,2070]
crossword-cell [721,1763,745,1787]
helmet-shape [1058,538,1092,572]
crossword-cell[interactable] [793,1883,817,1907]
crossword-cell[interactable]: 16 [841,1883,865,1907]
naxal-column-2 [1116,470,1316,520]
crossword-cell[interactable] [769,1835,793,1859]
awardee-figure [591,948,631,1020]
horoscope-item [30,840,142,901]
crossword-cell[interactable] [793,1907,817,1931]
zodiac-sign-name: ಮಕರ [168,724,192,738]
naxal2-headline: ನಕ್ಸಲ್ ಮುಖಂಡ ರವೀಂದ್ರ ಶರಣು [846,740,1173,775]
zodiac-icon: ✪ [30,844,46,860]
crossword-cell[interactable] [865,1739,889,1763]
answers-across-title: ಎಡದಿಂದ ಬಲಕ್ಕೆ: [964,1791,1013,1801]
crossword-cell[interactable]: 5 [889,1763,913,1787]
head-shape [601,934,621,954]
zodiac-prediction: ಕುಟುಂಬ ಸದಸ್ಯರ ಬೇಡಿಕೆಗಳಿಗೆ ಸ್ಪಂದಿಸಿ. ನಿರೀಕ್ಷಿತ ಹಣ ಬಂದೀತು. ಆರೋಗ್ಯ ಹಾನಿ ಸಂಭವ. [148,744,256,780]
zodiac-icon: ✪ [148,364,164,380]
crossword-cell [817,1907,841,1931]
crossword-cell[interactable] [793,1811,817,1835]
padma-photo-awardees [292,904,822,1056]
authority-box [488,352,828,578]
zodiac-sign-name: ವೃಶ್ಚಿಕ [168,484,192,498]
awardee-figure [762,948,802,1020]
list-item: 4.ಭವ [964,1925,984,1935]
naxal-body: ಛತ್ತೀಸ್‌ಗಢದ ಬಿಜಾಪುರ ಜಿಲ್ಲೆಯಲ್ಲಿ ಭದ್ರತಾ ಪಡೆ ಮತ್ತು ನಕ್ಸಲರ ನಡುವೆ ನಡೆದ ಗುಂಡಿನ ಚಕಮಕಿಯಲ್ಲಿ ಎಂಟು ನಕ್ಸಲರು ಹತರಾಗಿದ್ದಾರೆ. ಪಶ್ಚಿಮ ಬಸ್ತರ್ ವಿಭಾಗದ ಅರಣ್ಯ ಪ್ರದೇಶದಲ್ಲಿ ಬೆಳಗ್ಗೆ 8.30ರ ಸುಮಾರಿಗೆ ಗುಂಡಿನ ಚಕಮಕಿ ಆರಂಭವಾಗಿತ್ತು. [842,471,1038,519]
list-item: 12.ಗಣಿ 14.ಕರುಣೆ [964,1843,1023,1853]
lead-body3: ಯುವಜನ ವ್ಯವಹಾರ ಇಲಾಖೆಗೂ ಹೆಚ್ಚಿನ ಹಣ ನೀಡಲಾಗಿದ್ದು, ರಾಷ್ಟ್ರೀಯ ಸೇವಾ ಯೋಜನೆ, ನೆಹರು ಯುವ ಕೇಂದ್ರ ಮೊದಲಾದ ಯೋಜನೆಗಳಿಗೆ ಅನುದಾನ ಹೆಚ್ಚಿಸಲಾಗಿದೆ. [278,372,478,408]
crossword-cell[interactable]: 10 [745,1835,769,1859]
list-item: 10.ಕಾವ್ಯದಲ್ಲಿ ಬರುವ ಪಾತ್ರ (4) [1094,1883,1184,1894]
head-shape [658,934,678,954]
pakistan-headline: ಪಾಕಿಸ್ತಾನ: 18 ಯೋಧರು, 23 ಉಗ್ರರ ಹತ್ಯೆ [846,1226,1220,1255]
list-item: 15.ಹರ 17.ಸಂಗಿತ [964,1856,1023,1866]
rule-padma [270,732,833,734]
karnataka-dateline: • ಹೊಸದಿಲ್ಲಿ: [34,1713,76,1723]
registration-dot [165,2058,177,2070]
paper-brand-block [988,0,1333,88]
registration-dot [1195,2058,1207,2070]
highlights-list [698,208,828,320]
zodiac-sign-name: ಮೇಷ [50,364,74,378]
crossword-cell [721,1835,745,1859]
zodiac-icon: ✪ [148,484,164,500]
horoscope-item [30,360,142,421]
highlight-item: » ಕ್ರೀಡಾಪಟುಗಳ ಪ್ರೋತ್ಸಾಹ ಧನಕ್ಕೆ ಹೊಂದಿಕೆ [698,264,828,299]
kumbh-body: 77 ದೇಶಗಳ ಮಿಷನ್ ಮುಖ್ಯಸ್ಥರು, ರಾಜತಾಂತ್ರಿಕರು ಮತ್ತು ಅವರ ಕುಟುಂಬ ಸದಸ್ಯರು ಸೇರಿದಂತೆ 118 ಸದಸ್ಯರ ನಿಯೋಗ ಶನಿವಾರ ಪ್ರಯಾಗ್‌ರಾಜ್‌ನ ಮಹಾಕುಂಭಕ್ಕೆ ಭೇಟಿ ನೀಡಿತು. ತ್ರಿವೇಣಿ ಸಂಗಮದಲ್ಲಿ ಪವಿತ್ರ ಸ್ನಾನ ಮಾಡಿದ ನಿಯೋಗ, ಅಕ್ಷಯವಟ ಮತ್ತು ಹನುಮಾನ್ ದೇವಾಲಯಕ್ಕೆ ಭೇಟಿ ನೀಡಿತು. ಭಾರತದ ಸಾಂಸ್ಕೃತಿಕ ಪರಂಪರೆಯ ಬಗ್ಗೆ ನಿಯೋಗದ ಸದಸ್ಯರು ಮೆಚ್ಚುಗೆ ವ್ಯಕ್ತಪಡಿಸಿದರು. ಮಹಾಕುಂಭದಲ್ಲಿ ಇಲ್ಲಿಯವರೆಗೆ 33 ಕೋಟಿಗೂ ಹೆಚ್ಚು ಭಕ್ತರು ಪವಿತ್ರ ಸ್ನಾನ ಮಾಡಿದ್ದಾರೆ. [848,1463,1318,1511]
crossword-cell[interactable] [793,1835,817,1859]
budget-all-column [292,1492,826,1542]
registration-dot [835,2058,847,2070]
crossword-cell[interactable] [745,1883,769,1907]
zodiac-sign-name: ಕುಂಭ [168,844,191,858]
zodiac-sign-name: ತುಲಾ [168,364,191,378]
rule-ranji [838,418,1333,420]
list-item: 18.ಬೀಸು 20.ಜನಕ [964,1869,1025,1879]
padma-quote-box [568,1056,824,1168]
crossword-cell[interactable]: 15 [697,1883,721,1907]
crossword-cell [769,1859,793,1883]
brief2-title: ಈಜು: ಕನ್ನಡಿಗರ ಸಾಧನೆ [78,1333,214,1353]
nature-column [486,1736,686,2036]
zodiac-icon: ✪ [30,964,46,980]
gulikakala: ಗುಳಿಕಕಾಲ: 3.00-4.30 [76,1130,180,1143]
registration-dot [150,2058,162,2070]
crossword-cell[interactable] [697,1859,721,1883]
crossword-cell[interactable] [697,1835,721,1859]
